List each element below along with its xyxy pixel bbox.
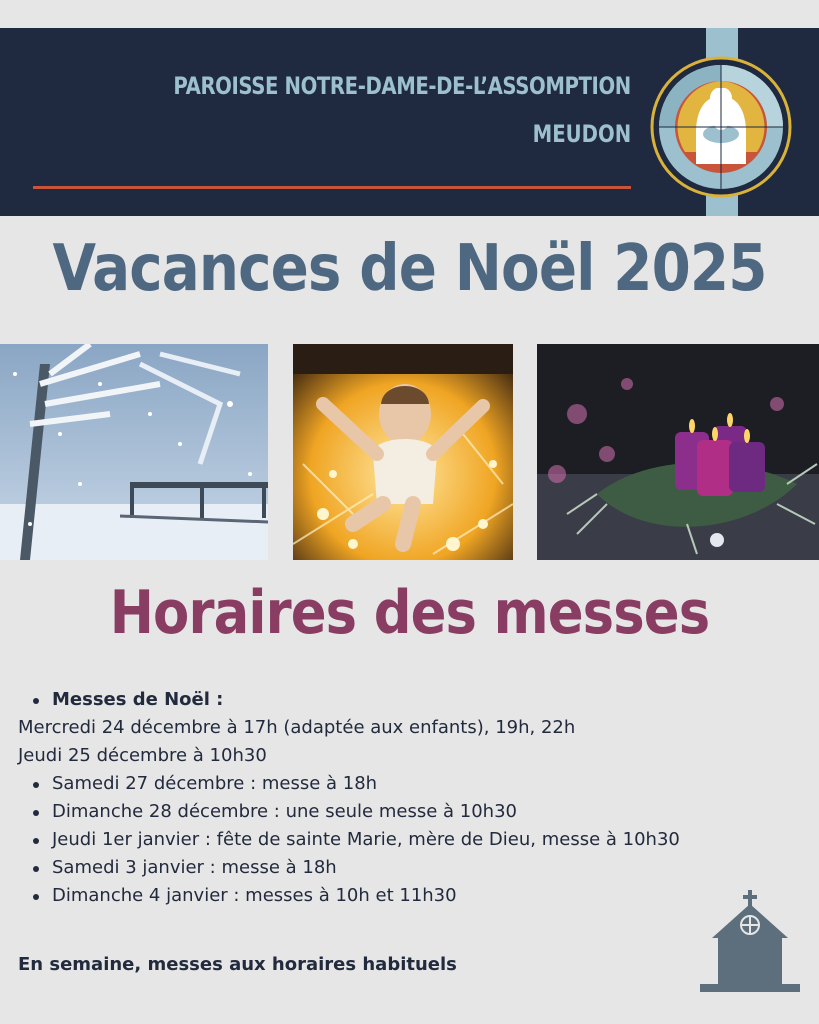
christmas-masses-heading: Messes de Noël : [18, 686, 718, 714]
page-title: Vacances de Noël 2025 [52, 232, 767, 306]
list-item: Dimanche 4 janvier : messes à 10h et 11h30 [18, 882, 718, 910]
church-icon [698, 890, 802, 994]
list-item: Jeudi 1er janvier : fête de sainte Marie, mère de Dieu, messe à 10h30 [18, 826, 718, 854]
parish-name: PAROISSE NOTRE-DAME-DE-L’ASSOMPTION [173, 72, 631, 100]
christmas-day-line: Jeudi 25 décembre à 10h30 [18, 745, 267, 766]
madonna-stained-glass-logo [650, 56, 792, 198]
mass-schedule [18, 686, 718, 910]
snow-park-photo [0, 344, 268, 560]
christmas-eve-line: Mercredi 24 décembre à 17h (adaptée aux enfants), 19h, 22h [18, 717, 576, 738]
advent-candles-photo [537, 344, 819, 560]
schedule-heading: Horaires des messes [109, 578, 710, 648]
header-divider [33, 186, 631, 189]
parish-city: MEUDON [532, 120, 631, 148]
baby-jesus-photo [293, 344, 513, 560]
list-item: Dimanche 28 décembre : une seule messe à 10h30 [18, 798, 718, 826]
list-item: Samedi 3 janvier : messe à 18h [18, 854, 718, 882]
weekday-note: En semaine, messes aux horaires habituels [18, 954, 457, 975]
list-item: Samedi 27 décembre : messe à 18h [18, 770, 718, 798]
